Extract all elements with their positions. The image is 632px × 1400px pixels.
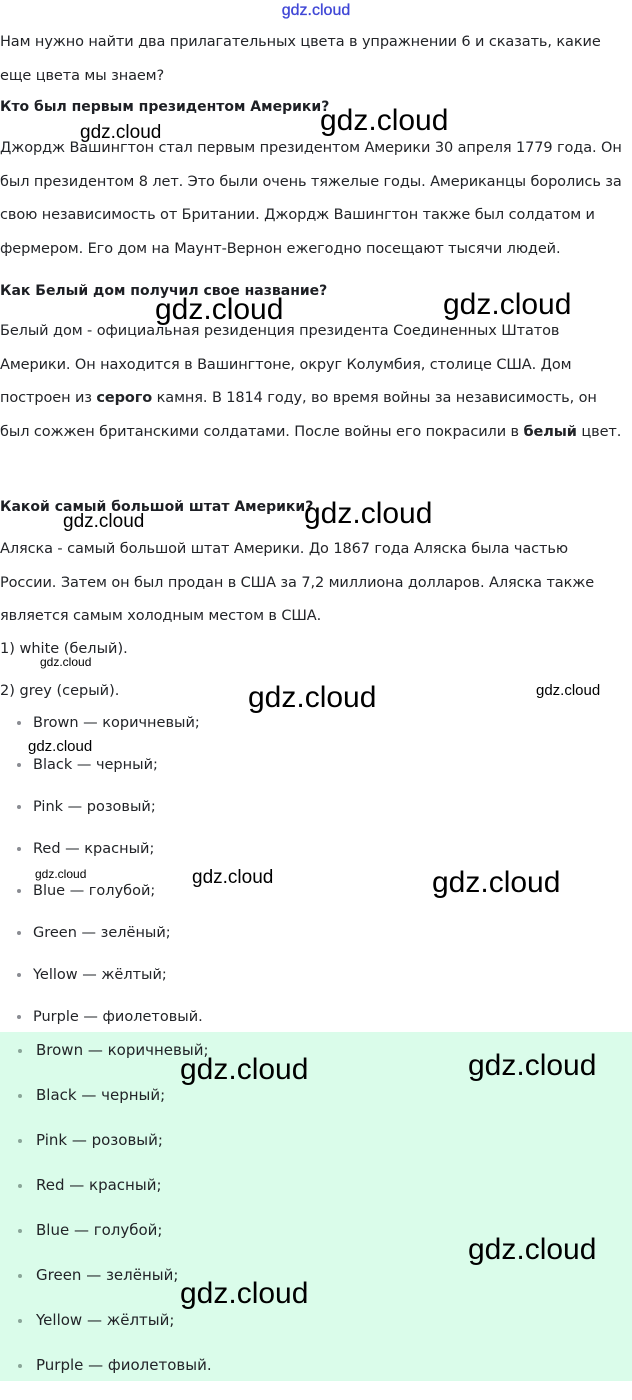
watermark: gdz.cloud <box>63 511 145 532</box>
watermark: gdz.cloud <box>80 122 162 143</box>
bullet-icon <box>18 1229 22 1233</box>
bullet-icon <box>18 1139 22 1143</box>
paragraph <box>0 315 628 449</box>
answer-line: 1) white (белый). <box>0 641 128 657</box>
watermark: gdz.cloud <box>180 1053 309 1086</box>
list-item <box>0 755 203 797</box>
site-logo[interactable]: gdz.cloud <box>281 2 351 19</box>
list-item <box>0 1130 212 1175</box>
list-item-text: Pink — розовый; <box>33 799 156 815</box>
list-item-text: Blue — голубой; <box>36 1221 163 1239</box>
watermark: gdz.cloud <box>248 681 377 714</box>
list-item <box>0 923 203 965</box>
highlighted-word: белый <box>523 423 577 440</box>
answer-line: 2) grey (серый). <box>0 683 120 699</box>
question-heading: Какой самый большой штат Америки? <box>0 499 314 515</box>
question-heading: Кто был первым президентом Америки? <box>0 99 330 115</box>
bullet-icon <box>17 889 21 893</box>
list-item <box>0 1220 212 1265</box>
list-item <box>0 797 203 839</box>
colors-list <box>0 713 203 1049</box>
watermark: gdz.cloud <box>320 104 449 137</box>
list-item-text: Green — зелёный; <box>33 925 171 941</box>
bullet-icon <box>18 1364 22 1368</box>
watermark: gdz.cloud <box>443 288 572 321</box>
paragraph-text: цвет. <box>576 423 622 440</box>
list-item <box>0 1085 212 1130</box>
watermark: gdz.cloud <box>432 866 561 899</box>
list-item <box>0 1175 212 1220</box>
watermark: gdz.cloud <box>155 293 284 326</box>
question-heading: Как Белый дом получил свое название? <box>0 283 328 299</box>
bullet-icon <box>17 763 21 767</box>
task-text: Нам нужно найти два прилагательных цвета в упражнении 6 и сказать, какие еще цвета мы знаем? <box>0 34 601 84</box>
list-item-text: Green — зелёный; <box>36 1266 179 1284</box>
highlighted-word: серого <box>96 390 153 406</box>
bullet-icon <box>17 721 21 725</box>
watermark: gdz.cloud <box>35 867 87 881</box>
list-item-text: Blue — голубой; <box>33 883 156 899</box>
bullet-icon <box>18 1049 22 1053</box>
list-item <box>0 1355 212 1400</box>
paragraph: Джордж Вашингтон стал первым президентом Америки 30 апреля 1779 года. Он был президентом 8 лет. Это были очень тяжелые годы. Американцы боролись за свою независимость от Британии. Джордж Вашингтон также был солдатом и фермером. Его дом на Маунт-Вернон ежегодно посещают тысячи людей. <box>0 140 622 257</box>
colors-list-highlighted <box>0 1040 212 1400</box>
list-item-text: Brown — коричневый; <box>33 715 200 731</box>
list-item-text: Purple — фиолетовый. <box>33 1009 203 1025</box>
watermark: gdz.cloud <box>28 738 93 755</box>
bullet-icon <box>18 1184 22 1188</box>
watermark: gdz.cloud <box>304 497 433 530</box>
list-item-text: Yellow — жёлтый; <box>36 1311 175 1329</box>
bullet-icon <box>18 1094 22 1098</box>
bullet-icon <box>17 847 21 851</box>
watermark: gdz.cloud <box>468 1233 597 1266</box>
list-item-text: Yellow — жёлтый; <box>33 967 167 983</box>
list-item-text: Brown — коричневый; <box>36 1041 209 1059</box>
highlighted-answer-box <box>0 1032 632 1381</box>
bullet-icon <box>17 805 21 809</box>
list-item-text: Black — черный; <box>36 1086 166 1104</box>
watermark: gdz.cloud <box>536 682 601 699</box>
list-item-text: Red — красный; <box>33 841 155 857</box>
bullet-icon <box>17 1015 21 1019</box>
bullet-icon <box>18 1319 22 1323</box>
list-item-text: Black — черный; <box>33 757 158 773</box>
paragraph-text: камня. В 1814 году, во время войны за независимость, он был сожжен британскими солдатами. После войны его покрасили в <box>0 390 597 440</box>
bullet-icon <box>18 1274 22 1278</box>
list-item-text: Pink — розовый; <box>36 1131 163 1149</box>
list-item <box>0 965 203 1007</box>
bullet-icon <box>17 931 21 935</box>
paragraph-text: Белый дом - официальная резиденция президента Соединенных Штатов Америки. Он находится в Вашингтоне, округ Колумбия, столице США. Дом построен из <box>0 323 572 406</box>
watermark: gdz.cloud <box>40 655 92 669</box>
watermark: gdz.cloud <box>180 1277 309 1310</box>
bullet-icon <box>17 973 21 977</box>
list-item <box>0 839 203 881</box>
list-item-text: Red — красный; <box>36 1176 162 1194</box>
list-item-text: Purple — фиолетовый. <box>36 1356 212 1374</box>
list-item <box>0 1310 212 1355</box>
list-item <box>0 881 203 923</box>
watermark: gdz.cloud <box>192 867 274 888</box>
paragraph: Аляска - самый большой штат Америки. До 1867 года Аляска была частью России. Затем он был продан в США за 7,2 миллиона долларов. Аляска также является самым холодным местом в США. <box>0 541 595 624</box>
watermark: gdz.cloud <box>468 1049 597 1082</box>
